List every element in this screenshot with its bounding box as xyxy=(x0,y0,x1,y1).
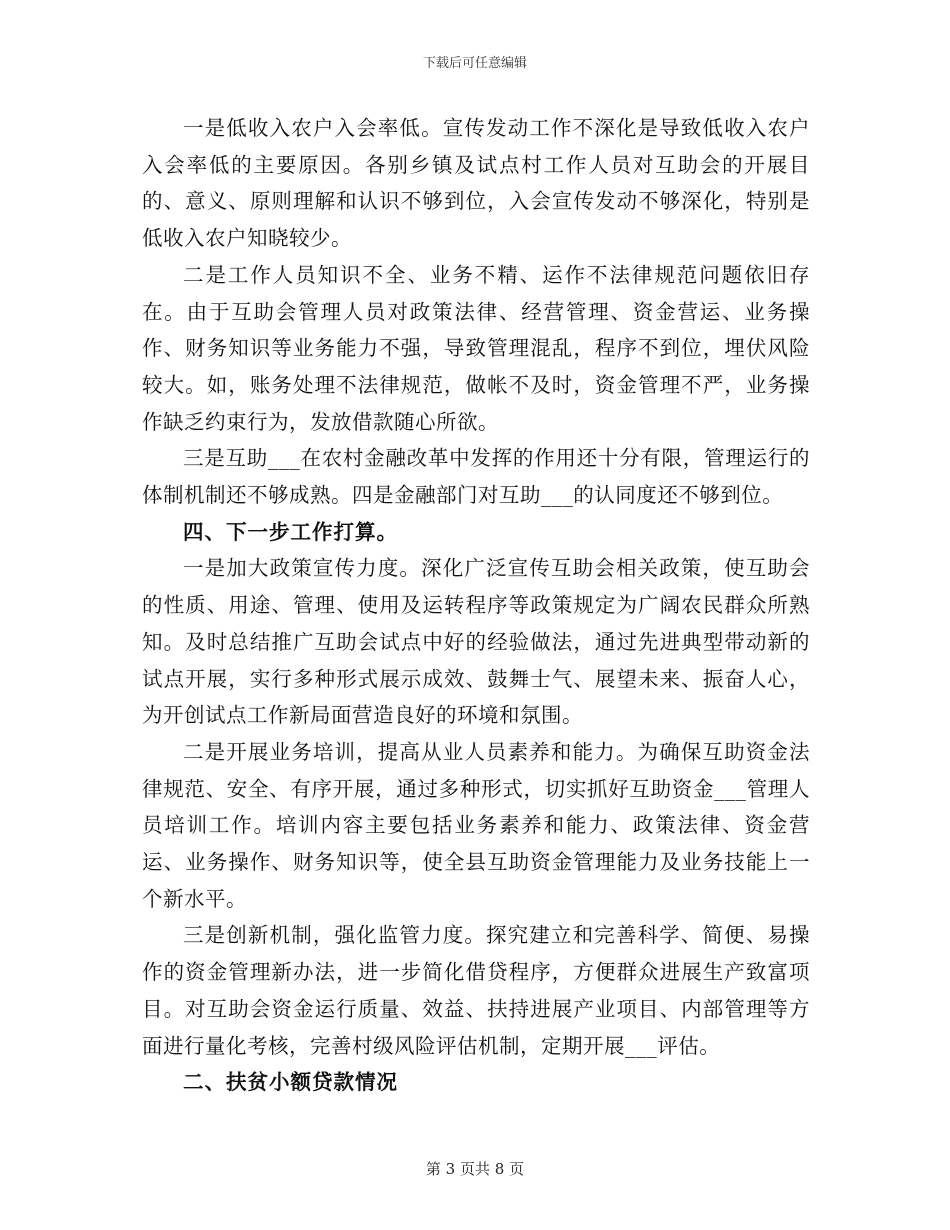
page-header: 下载后可任意编辑 xyxy=(422,56,527,71)
document-body xyxy=(142,110,810,1101)
paragraph-mutual-aid-role: 三是互助___在农村金融改革中发挥的作用还十分有限，管理运行的体制机制还不够成熟。四是金融部门对互助___的认同度还不够到位。 xyxy=(142,446,810,508)
paragraph-low-income-membership: 一是低收入农户入会率低。宣传发动工作不深化是导致低收入农户入会率低的主要原因。各别乡镇及试点村工作人员对互助会的开展目的、意义、原则理解和认识不够到位，入会宣传发动不够深化，特别是低收入农户知晓较少。 xyxy=(142,116,810,251)
paragraph-innovation-mechanism: 三是创新机制，强化监管力度。探究建立和完善科学、简便、易操作的资金管理新办法，进一步简化借贷程序，方便群众进展生产致富项目。对互助会资金运行质量、效益、扶持进展产业项目、内部管理等方面进行量化考核，完善村级风险评估机制，定期开展___评估。 xyxy=(142,923,810,1058)
section-heading-poverty-loans: 二、扶贫小额贷款情况 xyxy=(183,1070,398,1095)
paragraph-business-training: 二是开展业务培训，提高从业人员素养和能力。为确保互助资金法律规范、安全、有序开展，通过多种形式，切实抓好互助资金___管理人员培训工作。培训内容主要包括业务素养和能力、政策法律、资金营运、业务操作、财务知识等，使全县互助资金管理能力及业务技能上一个新水平。 xyxy=(142,739,810,911)
paragraph-staff-knowledge: 二是工作人员知识不全、业务不精、运作不法律规范问题依旧存在。由于互助会管理人员对政策法律、经营管理、资金营运、业务操作、财务知识等业务能力不强，导致管理混乱，程序不到位，埋伏风险较大。如，账务处理不法律规范，做帐不及时，资金管理不严，业务操作缺乏约束行为，发放借款随心所欲。 xyxy=(142,262,810,434)
page-footer: 第 3 页共 8 页 xyxy=(425,1160,525,1178)
section-heading-next-steps: 四、下一步工作打算。 xyxy=(183,519,398,544)
paragraph-policy-publicity: 一是加大政策宣传力度。深化广泛宣传互助会相关政策，使互助会的性质、用途、管理、使用及运转程序等政策规定为广阔农民群众所熟知。及时总结推广互助会试点中好的经验做法，通过先进典型带动新的试点开展，实行多种形式展示成效、鼓舞士气、展望未来、振奋人心，为开创试点工作新局面营造良好的环境和氛围。 xyxy=(142,556,810,728)
